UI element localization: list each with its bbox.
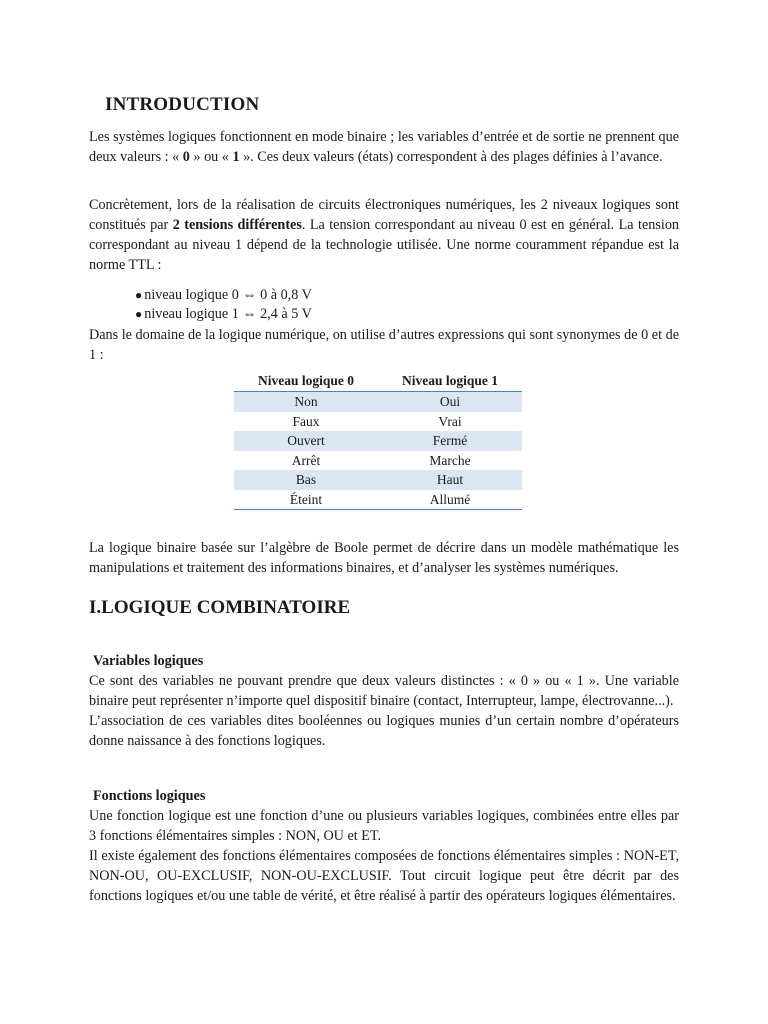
table-cell: Éteint	[234, 490, 378, 510]
table-cell: Arrêt	[291, 452, 321, 468]
intro-p1-text-d: ». Ces deux valeurs (états) correspondent à des plages définies à l’avance.	[239, 149, 663, 165]
intro-p1-text-c: » ou «	[189, 149, 233, 165]
intro-p1-one: 1	[232, 149, 240, 165]
table-row	[234, 412, 522, 432]
table-cell: Oui	[378, 392, 522, 412]
functions-block	[89, 786, 679, 906]
list-item	[135, 305, 312, 324]
intro-heading: INTRODUCTION	[105, 94, 260, 115]
table-cell: Bas	[234, 470, 378, 490]
bullet-text: niveau logique 1 ⇔ 2,4 à 5 V	[144, 306, 312, 322]
table-cell: Ouvert	[234, 431, 378, 451]
intro-paragraph-1	[89, 127, 679, 167]
bullet-icon: ●	[135, 307, 143, 321]
intro-p2-text-c: . La tension correspondant au niveau 0 est en général. La tension correspondant au niveau 1 dépend de la technologie utilisée. Une norme couramment répandue est la norme TTL :	[89, 217, 680, 273]
intro-p1-zero: 0	[182, 149, 190, 165]
table-row	[234, 392, 522, 412]
table-cell: Vrai	[438, 413, 462, 429]
table-cell: Haut	[378, 470, 522, 490]
table-row	[234, 431, 522, 451]
table-cell: Fermé	[378, 431, 522, 451]
section-heading: I.LOGIQUE COMBINATOIRE	[89, 597, 351, 618]
variables-block	[89, 651, 679, 751]
intro-p1-text-a: Les systèmes logiques fonctionnent en mode binaire ; les variables d’entrée et de sortie ne prennent que deux valeurs : «	[89, 129, 679, 165]
list-item	[135, 286, 312, 305]
variables-paragraph-1: Ce sont des variables ne pouvant prendre que deux valeurs distinctes : « 0 » ou « 1 ». Une variable binaire peut représenter n’importe quel dispositif binaire (contact, Interrupteur, lampe, électrovanne...).	[89, 673, 679, 709]
synonyms-table	[234, 371, 522, 510]
table-cell: Non	[234, 392, 378, 412]
table-cell: Marche	[429, 452, 471, 468]
functions-paragraph-1: Une fonction logique est une fonction d’une ou plusieurs variables logiques, combinées entre elles par 3 fonctions élémentaires simples : NON, OU et ET.	[89, 808, 679, 844]
table-header: Niveau logique 0	[234, 371, 378, 392]
intro-paragraph-4: La logique binaire basée sur l’algèbre de Boole permet de décrire dans un modèle mathématique les manipulations et traitement des informations binaires, et d’analyser les systèmes numériques.	[89, 540, 679, 576]
functions-paragraph-2: Il existe également des fonctions élémentaires composées de fonctions élémentaires simples : NON-ET, NON-OU, OU-EXCLUSIF, NON-OU-EXCLUSIF. Tout circuit logique peut être décrit par des fonctions logiques et/ou une table de vérité, et être réalisé à partir des opérateurs logiques élémentaires.	[89, 848, 679, 904]
bullet-text: niveau logique 0 ⇔ 0 à 0,8 V	[144, 287, 312, 303]
intro-p2-text-a: Concrètement, lors de la réalisation de circuits électroniques numériques, les 2 niveaux logiques sont constitués par	[89, 197, 679, 233]
table-row	[234, 490, 522, 510]
table-row	[234, 470, 522, 490]
subheading-functions: Fonctions logiques	[93, 788, 206, 804]
table-cell: Allumé	[378, 490, 522, 510]
intro-p2-bold: 2 tensions différentes	[172, 217, 302, 233]
ttl-levels-list	[135, 286, 312, 324]
table-row	[234, 451, 522, 471]
variables-paragraph-2: L’association de ces variables dites booléennes ou logiques munies d’un certain nombre d’opérateurs donne naissance à des fonctions logiques.	[89, 713, 679, 749]
bullet-icon: ●	[135, 288, 143, 302]
table-cell: Faux	[292, 413, 320, 429]
intro-paragraph-2	[89, 195, 679, 275]
table-header: Niveau logique 1	[378, 371, 522, 392]
table-header-row	[234, 371, 522, 392]
intro-paragraph-3: Dans le domaine de la logique numérique, on utilise d’autres expressions qui sont synonymes de 0 et de 1 :	[89, 327, 679, 363]
subheading-variables: Variables logiques	[93, 653, 204, 669]
